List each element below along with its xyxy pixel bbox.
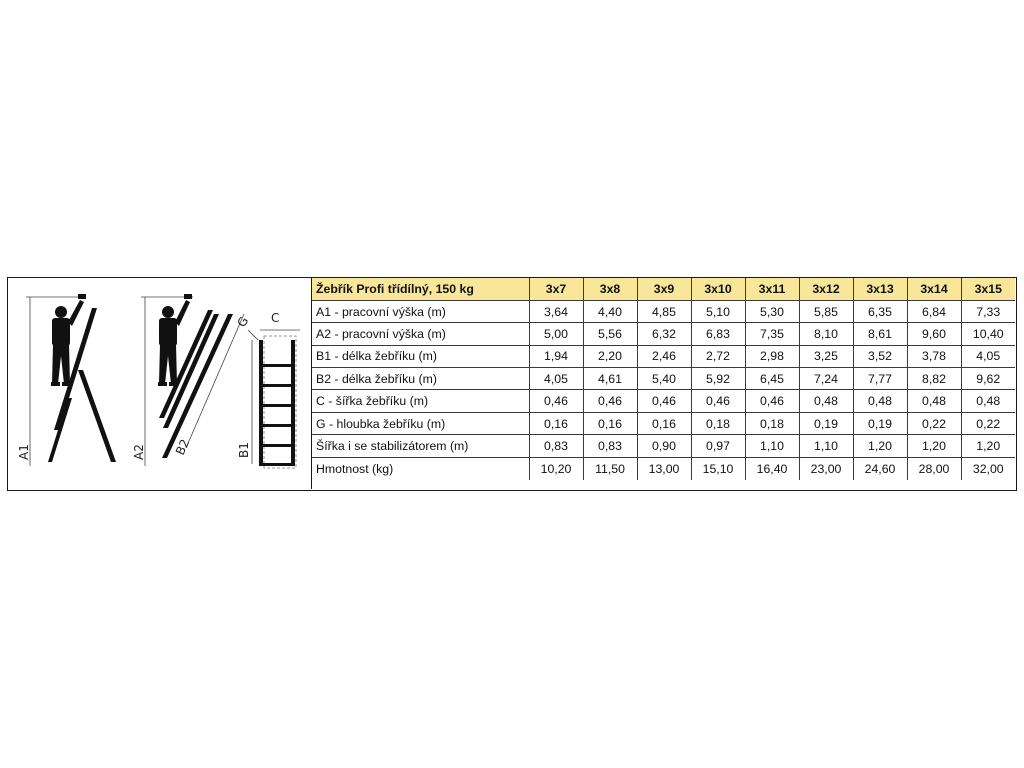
table-cell: 1,20 (907, 435, 961, 457)
row-label: Hmotnost (kg) (312, 457, 529, 479)
table-cell: 1,10 (745, 435, 799, 457)
ladder-illustration (8, 278, 312, 489)
table-cell: 5,10 (691, 300, 745, 322)
row-label: G - hloubka žebříku (m) (312, 412, 529, 434)
spec-table (312, 278, 1015, 480)
table-cell: 13,00 (637, 457, 691, 479)
table-cell: 0,97 (691, 435, 745, 457)
table-cell: 1,20 (853, 435, 907, 457)
row-label: B1 - délka žebříku (m) (312, 345, 529, 367)
table-cell: 2,20 (583, 345, 637, 367)
table-cell: 0,46 (637, 390, 691, 412)
table-body (312, 300, 1015, 479)
table-row (312, 368, 1015, 390)
table-cell: 5,30 (745, 300, 799, 322)
table-cell: 7,77 (853, 368, 907, 390)
row-label: Šířka i se stabilizátorem (m) (312, 435, 529, 457)
table-cell: 0,46 (745, 390, 799, 412)
dim-label-b2: B2 (172, 437, 193, 458)
table-cell: 0,48 (907, 390, 961, 412)
table-cell: 28,00 (907, 457, 961, 479)
ladder-back-leg (78, 370, 116, 462)
row-label: A2 - pracovní výška (m) (312, 323, 529, 345)
table-cell: 2,46 (637, 345, 691, 367)
table-cell: 6,84 (907, 300, 961, 322)
table-cell: 5,92 (691, 368, 745, 390)
column-header: 3x8 (583, 278, 637, 300)
table-cell: 0,46 (583, 390, 637, 412)
table-title: Žebřík Profi třídílný, 150 kg (312, 278, 529, 300)
dim-label-g: G (234, 314, 252, 330)
a-frame-figure (17, 294, 116, 466)
table-cell: 6,32 (637, 323, 691, 345)
table-cell: 16,40 (745, 457, 799, 479)
table-cell: 4,05 (961, 345, 1015, 367)
table-cell: 5,56 (583, 323, 637, 345)
table-cell: 0,46 (691, 390, 745, 412)
table-cell: 10,40 (961, 323, 1015, 345)
table-cell: 7,35 (745, 323, 799, 345)
table-cell: 0,48 (961, 390, 1015, 412)
table-cell: 4,40 (583, 300, 637, 322)
column-header: 3x14 (907, 278, 961, 300)
table-cell: 0,22 (907, 412, 961, 434)
table-cell: 11,50 (583, 457, 637, 479)
table-cell: 5,40 (637, 368, 691, 390)
table-cell: 0,83 (529, 435, 583, 457)
table-cell: 0,46 (529, 390, 583, 412)
table-cell: 3,64 (529, 300, 583, 322)
column-header: 3x9 (637, 278, 691, 300)
table-cell: 4,05 (529, 368, 583, 390)
table-cell: 0,83 (583, 435, 637, 457)
table-cell: 9,60 (907, 323, 961, 345)
table-cell: 0,48 (799, 390, 853, 412)
table-cell: 1,20 (961, 435, 1015, 457)
table-cell: 6,35 (853, 300, 907, 322)
spec-sheet-frame (7, 277, 1017, 491)
table-row (312, 435, 1015, 457)
column-header: 3x13 (853, 278, 907, 300)
table-cell: 8,10 (799, 323, 853, 345)
table-cell: 5,85 (799, 300, 853, 322)
table-cell: 24,60 (853, 457, 907, 479)
leaning-ladder-figure (132, 294, 244, 466)
table-cell: 8,61 (853, 323, 907, 345)
table-cell: 0,19 (853, 412, 907, 434)
table-cell: 0,16 (529, 412, 583, 434)
row-label: C - šířka žebříku (m) (312, 390, 529, 412)
table-cell: 1,10 (799, 435, 853, 457)
table-cell: 23,00 (799, 457, 853, 479)
table-row (312, 457, 1015, 479)
column-header: 3x15 (961, 278, 1015, 300)
table-cell: 1,94 (529, 345, 583, 367)
table-cell: 15,10 (691, 457, 745, 479)
table-cell: 9,62 (961, 368, 1015, 390)
table-cell: 0,16 (637, 412, 691, 434)
table-cell: 6,45 (745, 368, 799, 390)
table-cell: 2,72 (691, 345, 745, 367)
column-header: 3x11 (745, 278, 799, 300)
table-cell: 32,00 (961, 457, 1015, 479)
table-cell: 3,25 (799, 345, 853, 367)
dim-label-c: C (271, 311, 280, 325)
column-header: 3x7 (529, 278, 583, 300)
table-cell: 2,98 (745, 345, 799, 367)
table-cell: 7,24 (799, 368, 853, 390)
table-cell: 0,90 (637, 435, 691, 457)
dim-label-b1: B1 (237, 442, 251, 458)
table-cell: 0,48 (853, 390, 907, 412)
table-cell: 0,18 (691, 412, 745, 434)
dim-label-a2: A2 (132, 444, 146, 460)
table-cell: 0,16 (583, 412, 637, 434)
table-cell: 7,33 (961, 300, 1015, 322)
table-cell: 10,20 (529, 457, 583, 479)
table-row (312, 300, 1015, 322)
table-cell: 3,52 (853, 345, 907, 367)
table-cell: 3,78 (907, 345, 961, 367)
table-cell: 4,85 (637, 300, 691, 322)
table-cell: 6,83 (691, 323, 745, 345)
table-cell: 4,61 (583, 368, 637, 390)
table-header-row (312, 278, 1015, 300)
table-row (312, 412, 1015, 434)
ladder-front-view (234, 311, 300, 468)
ladder-diagrams (8, 278, 311, 489)
row-label: B2 - délka žebříku (m) (312, 368, 529, 390)
column-header: 3x12 (799, 278, 853, 300)
table-cell: 0,22 (961, 412, 1015, 434)
table-cell: 8,82 (907, 368, 961, 390)
table-cell: 5,00 (529, 323, 583, 345)
table-cell: 0,18 (745, 412, 799, 434)
dim-label-a1: A1 (17, 444, 31, 460)
table-row (312, 390, 1015, 412)
person-silhouette-icon (158, 294, 192, 386)
table-cell: 0,19 (799, 412, 853, 434)
row-label: A1 - pracovní výška (m) (312, 300, 529, 322)
column-header: 3x10 (691, 278, 745, 300)
table-row (312, 323, 1015, 345)
table-row (312, 345, 1015, 367)
